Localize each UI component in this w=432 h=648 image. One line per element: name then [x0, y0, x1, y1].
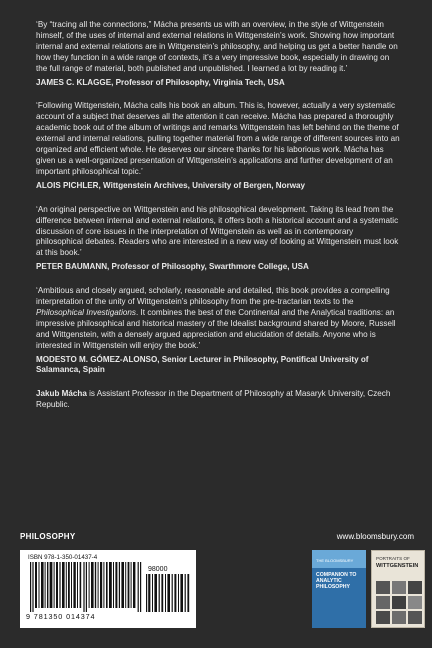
review-attribution-4: MODESTO M. GÓMEZ-ALONSO, Senior Lecturer in Philosophy, Pontifical University of Salamanca, Spain [36, 354, 369, 375]
thumbnail-title: WITTGENSTEIN [376, 563, 419, 569]
review-attribution-2: ALOIS PICHLER, Wittgenstein Archives, University of Bergen, Norway [36, 180, 306, 190]
thumbnail-brand: THE BLOOMSBURY [316, 558, 354, 563]
back-cover-text [36, 20, 402, 411]
addon-barcode-icon [146, 574, 190, 612]
review-quote-3: ‘An original perspective on Wittgenstein and his philosophical development. Taking its lead from the difference between internal and external relations, it offers both a historical account and a systematic discussion of core issues in the interpretation of Wittgenstein as well as in contemporary philosophical debates. Readers who are interested in a new way of looking at Wittgenstein must look at this book.’ [36, 204, 399, 258]
review-quote-4-part-2: . It combines the best of the Continental and the Analytical traditions: an impressive philosophical and historical mastery of the Idealist background shared by Moore, Russell and Wittgenstein, with a densely argued appreciation and elucidation of details. Anyone who is interested in Wittgenstein will enjoy the book.’ [36, 307, 396, 350]
review-attribution-1: JAMES C. KLAGGE, Professor of Philosophy, Virginia Tech, USA [36, 77, 285, 87]
author-bio: is Assistant Professor in the Department of Philosophy at Masaryk University, Czech Republic. [36, 389, 391, 410]
thumbnail-label: PORTRAITS OF [376, 556, 410, 561]
barcode-digits: 9 781350 014374 [26, 612, 96, 621]
related-book-thumbnail-1 [312, 550, 366, 628]
review-quote-1: ‘By “tracing all the connections,” Mácha presents us with an overview, in the style of Wittgenstein himself, of the uses of internal and external relations in Wittgenstein’s work. Showing how important internal and external relations are in Wittgenstein’s philosophy, and helping us get a better handle on how they function in a wide range of contexts, it’s a very impressive book, especially in drawing on the full range of material, both published and unpublished. I learned a lot by reading it.’ [36, 20, 398, 73]
isbn-label: ISBN 978-1-350-01437-4 [28, 554, 98, 561]
review-quote-4 [36, 286, 402, 351]
barcode [20, 550, 196, 628]
thumbnail-title: COMPANION TO ANALYTIC PHILOSOPHY [316, 572, 357, 590]
portrait-grid-icon [376, 581, 422, 625]
review-attribution-3: PETER BAUMANN, Professor of Philosophy, Swarthmore College, USA [36, 262, 309, 272]
related-book-thumbnail-2 [371, 550, 425, 628]
review-quote-4-part-1: ‘Ambitious and closely argued, scholarly, reasonable and detailed, this book provides a compelling interpretation of the unity of Wittgenstein’s philosophy from the pre-tractarian texts to the [36, 286, 390, 307]
review-quote-4-italic-title: Philosophical Investigations [36, 307, 136, 317]
category-label: PHILOSOPHY [20, 532, 76, 541]
author-name: Jakub Mácha [36, 389, 87, 399]
price-code: 98000 [148, 566, 168, 573]
author-note [36, 389, 402, 411]
review-quote-2: ‘Following Wittgenstein, Mácha calls his book an album. This is, however, actually a very systematic account of a subject that deserves all the attention it can receive. Mácha has prepared a thoroughly academic book out of the album of writings and remarks Wittgenstein has left behind on the theme of external and internal relations, pulling together material from a wide range of different sources into an organized and efficient whole. He deserves our sincere thanks for his laborious work. Mácha has given us a well-organized presentation of Wittgenstein’s applications and further development of an important philosophical topic.’ [36, 101, 400, 176]
barcode-bars-icon [30, 562, 142, 612]
publisher-website: www.bloomsbury.com [336, 532, 414, 541]
